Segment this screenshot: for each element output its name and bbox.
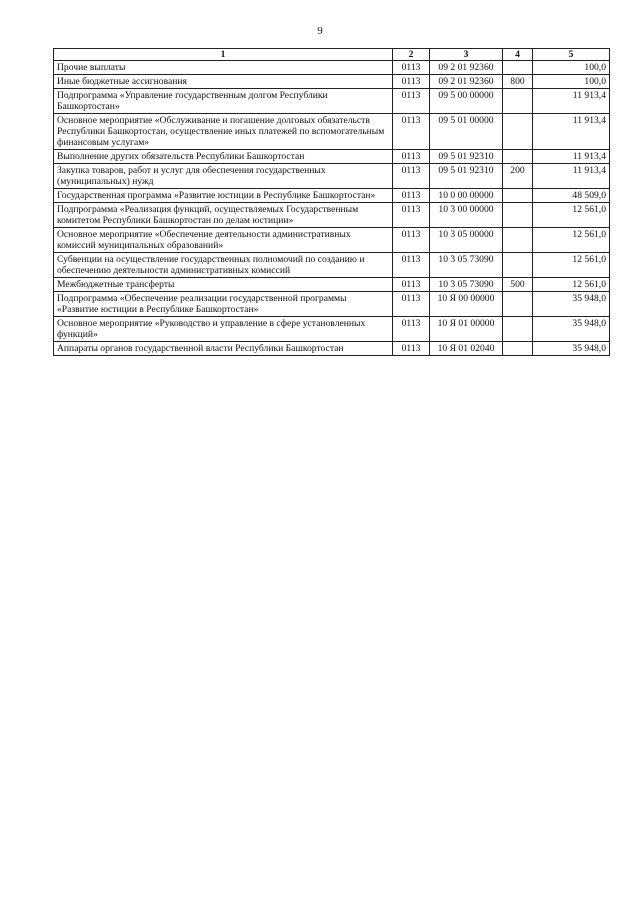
cell-sum: 11 913,4 [533,89,610,114]
cell-expense-type [503,317,533,342]
cell-class: 10 3 05 73090 [430,278,503,292]
cell-class: 10 0 00 00000 [430,189,503,203]
cell-sum: 100,0 [533,61,610,75]
cell-name: Иные бюджетные ассигнования [54,75,393,89]
cell-class: 09 5 01 92310 [430,164,503,189]
cell-section: 0113 [393,317,430,342]
table-row [54,278,610,292]
cell-sum: 12 561,0 [533,278,610,292]
cell-name: Субвенции на осуществление государственных полномочий по созданию и обеспечению деятельности административных комиссий [54,253,393,278]
cell-expense-type [503,150,533,164]
cell-section: 0113 [393,61,430,75]
table-row [54,75,610,89]
cell-sum: 100,0 [533,75,610,89]
cell-class: 10 Я 00 00000 [430,292,503,317]
cell-sum: 11 913,4 [533,164,610,189]
cell-sum: 11 913,4 [533,150,610,164]
cell-sum: 35 948,0 [533,292,610,317]
cell-name: Государственная программа «Развитие юстиции в Республике Башкортостан» [54,189,393,203]
cell-name: Основное мероприятие «Руководство и управление в сфере установленных функций» [54,317,393,342]
cell-expense-type [503,253,533,278]
cell-section: 0113 [393,164,430,189]
cell-section: 0113 [393,114,430,150]
cell-name: Подпрограмма «Реализация функций, осуществляемых Государственным комитетом Республики Башкортостан по делам юстиции» [54,203,393,228]
table-row [54,317,610,342]
budget-table [53,48,610,356]
table-row [54,61,610,75]
cell-section: 0113 [393,278,430,292]
cell-section: 0113 [393,89,430,114]
header-col-2: 2 [393,49,430,61]
table-row [54,253,610,278]
cell-name: Основное мероприятие «Обслуживание и погашение долговых обязательств Республики Башкортостан, осуществление иных платежей по вспомогательным финансовым услугам» [54,114,393,150]
cell-class: 09 2 01 92360 [430,75,503,89]
cell-section: 0113 [393,203,430,228]
cell-section: 0113 [393,189,430,203]
table-row [54,228,610,253]
cell-section: 0113 [393,150,430,164]
cell-expense-type: 500 [503,278,533,292]
header-col-1: 1 [54,49,393,61]
cell-name: Аппараты органов государственной власти Республики Башкортостан [54,342,393,356]
cell-class: 09 2 01 92360 [430,61,503,75]
cell-expense-type [503,292,533,317]
cell-name: Выполнение других обязательств Республики Башкортостан [54,150,393,164]
cell-sum: 35 948,0 [533,342,610,356]
page-number: 9 [317,25,323,37]
cell-sum: 12 561,0 [533,203,610,228]
cell-section: 0113 [393,228,430,253]
cell-class: 10 3 05 73090 [430,253,503,278]
table-row [54,114,610,150]
cell-class: 10 Я 01 00000 [430,317,503,342]
cell-expense-type: 800 [503,75,533,89]
cell-expense-type [503,228,533,253]
cell-name: Закупка товаров, работ и услуг для обеспечения государственных (муниципальных) нужд [54,164,393,189]
table-row [54,164,610,189]
table-row [54,150,610,164]
cell-expense-type [503,203,533,228]
header-col-3: 3 [430,49,503,61]
table-row [54,203,610,228]
cell-class: 09 5 01 00000 [430,114,503,150]
table-row [54,189,610,203]
cell-section: 0113 [393,253,430,278]
cell-name: Подпрограмма «Управление государственным долгом Республики Башкортостан» [54,89,393,114]
cell-expense-type: 200 [503,164,533,189]
cell-class: 10 3 05 00000 [430,228,503,253]
header-col-4: 4 [503,49,533,61]
cell-class: 10 3 00 00000 [430,203,503,228]
cell-expense-type [503,114,533,150]
cell-class: 09 5 01 92310 [430,150,503,164]
cell-name: Межбюджетные трансферты [54,278,393,292]
cell-sum: 48 509,0 [533,189,610,203]
table-body [54,61,610,356]
cell-sum: 11 913,4 [533,114,610,150]
cell-expense-type [503,89,533,114]
cell-sum: 12 561,0 [533,253,610,278]
table-header-row [54,49,610,61]
cell-class: 09 5 00 00000 [430,89,503,114]
cell-sum: 35 948,0 [533,317,610,342]
cell-sum: 12 561,0 [533,228,610,253]
cell-expense-type [503,342,533,356]
cell-expense-type [503,61,533,75]
cell-class: 10 Я 01 02040 [430,342,503,356]
cell-name: Основное мероприятие «Обеспечение деятельности административных комиссий муниципальных образований» [54,228,393,253]
cell-section: 0113 [393,292,430,317]
cell-name: Прочие выплаты [54,61,393,75]
cell-section: 0113 [393,342,430,356]
table-row [54,292,610,317]
cell-name: Подпрограмма «Обеспечение реализации государственной программы «Развитие юстиции в Республике Башкортостан» [54,292,393,317]
cell-expense-type [503,189,533,203]
header-col-5: 5 [533,49,610,61]
table-row [54,89,610,114]
cell-section: 0113 [393,75,430,89]
table-row [54,342,610,356]
